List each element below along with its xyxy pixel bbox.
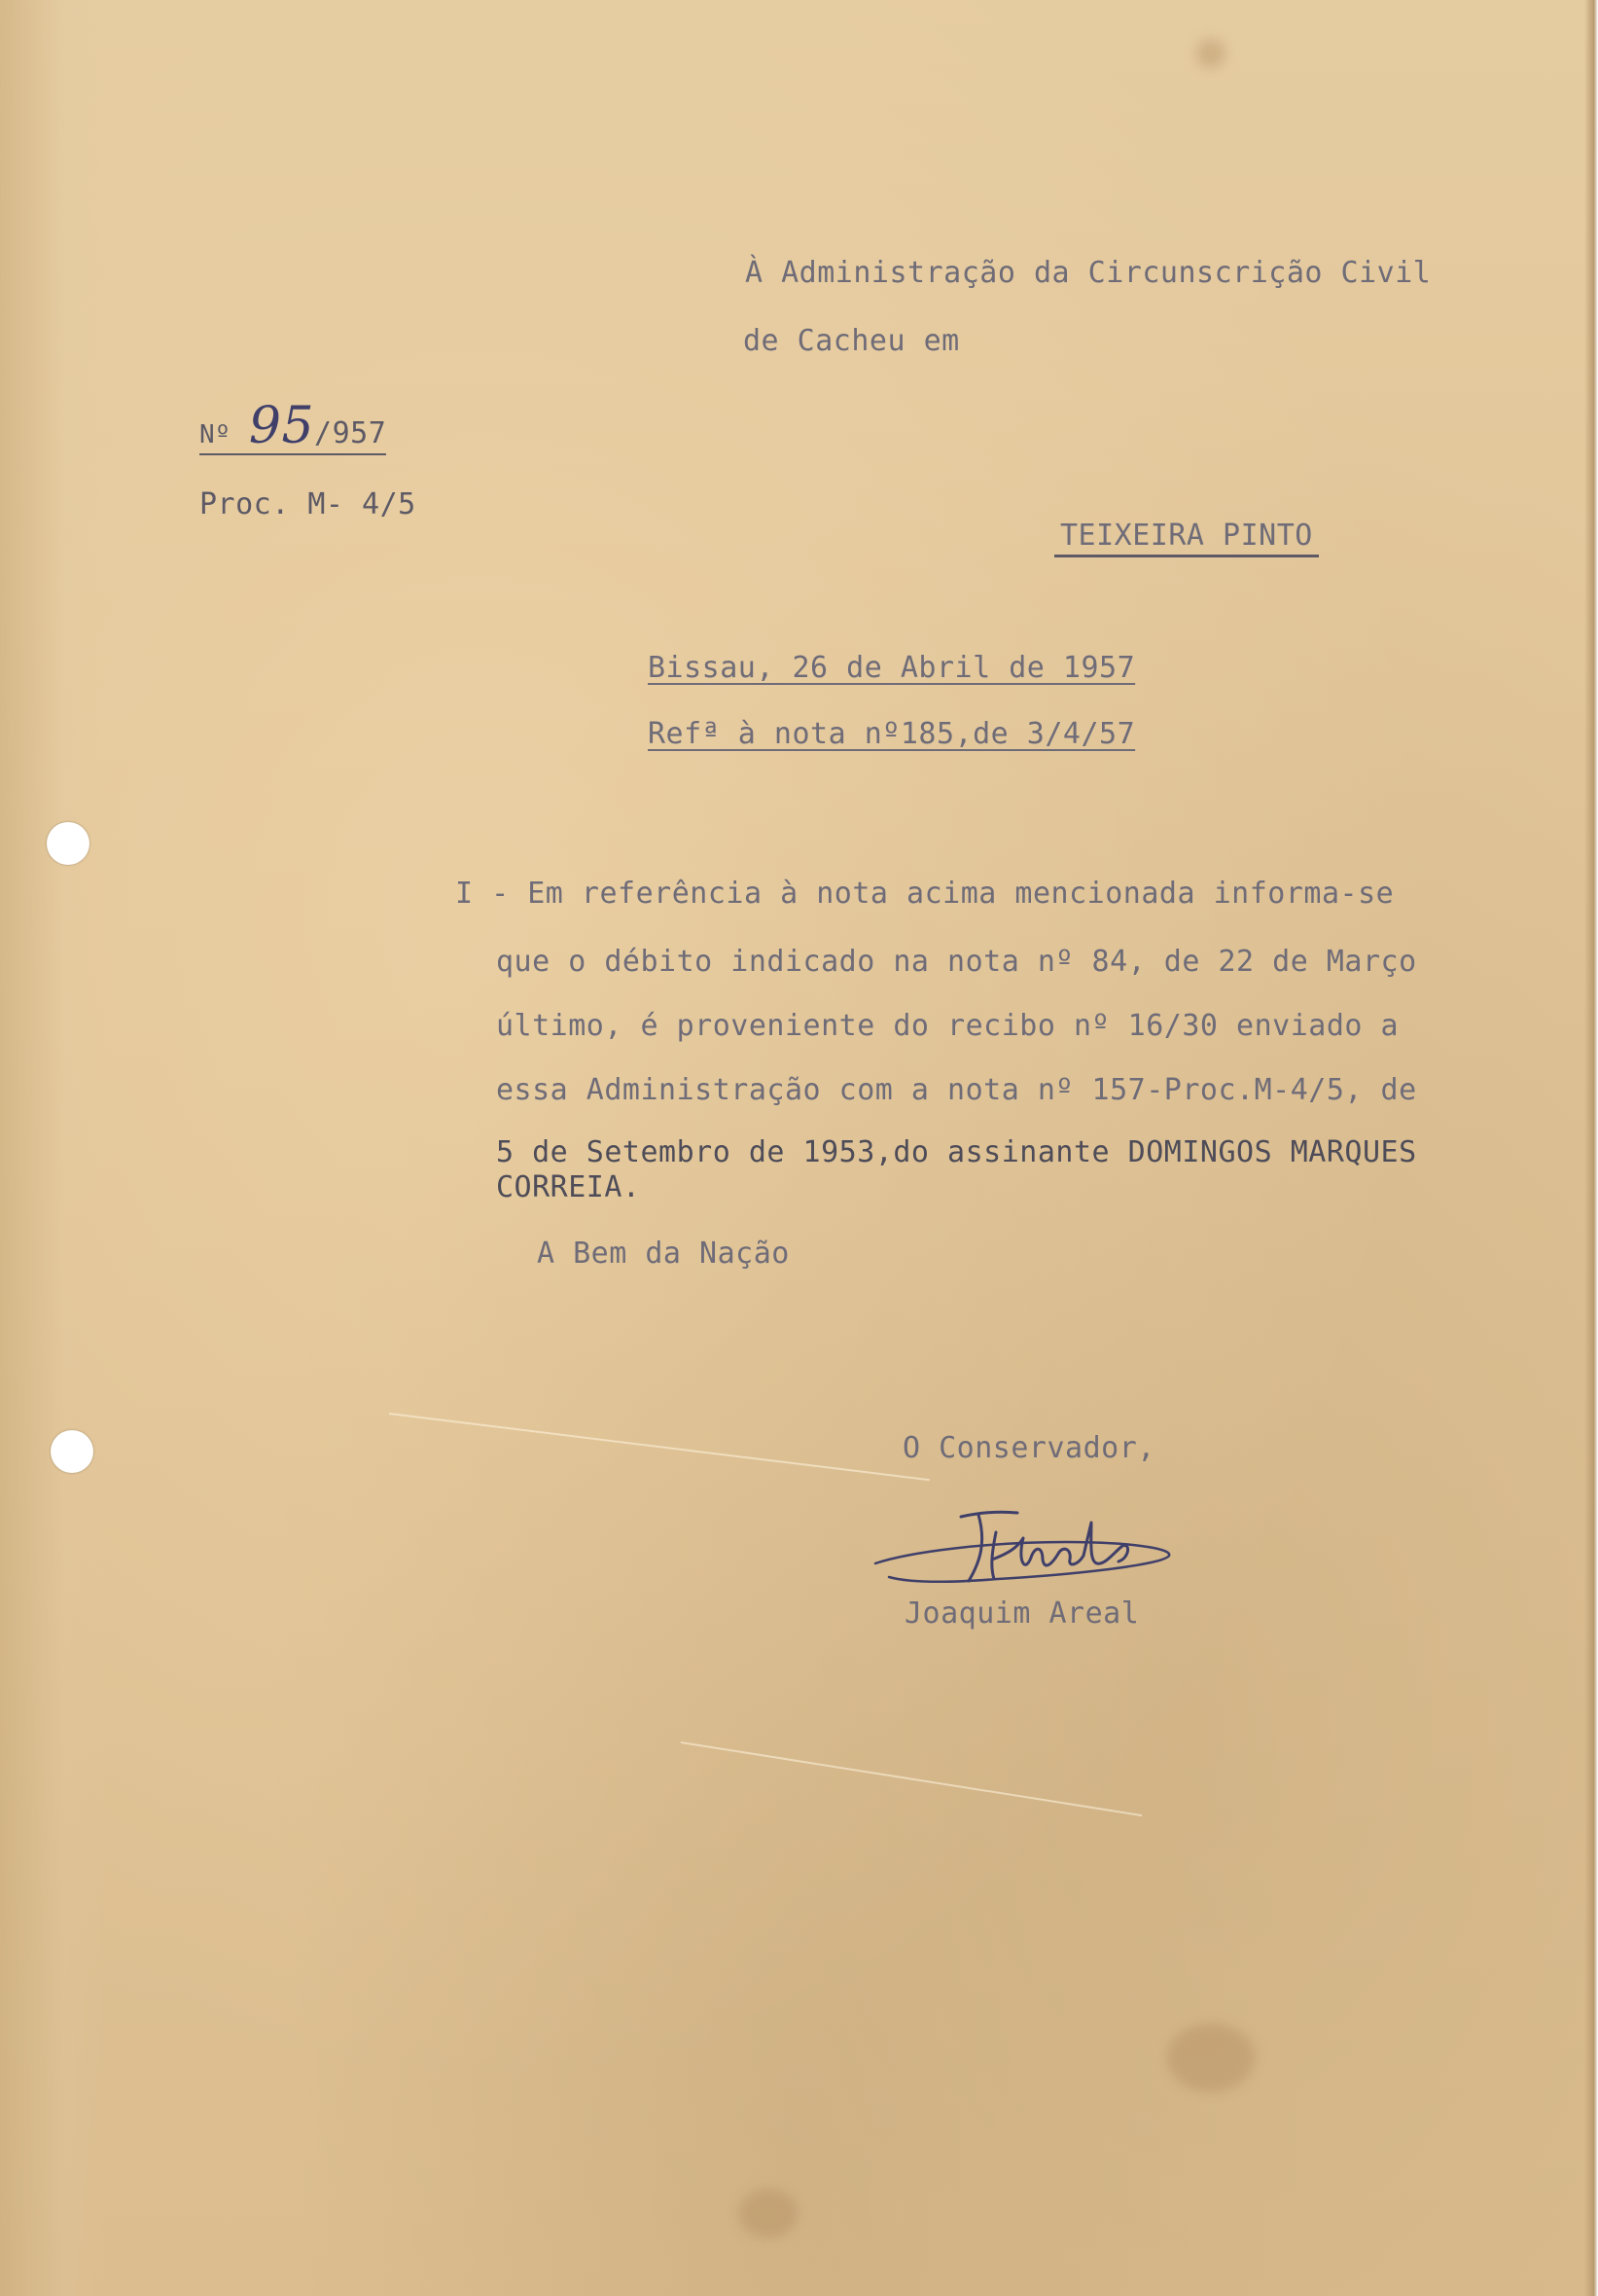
process-reference: Proc. M- 4/5 (199, 487, 416, 521)
addressee-line-2: de Cacheu em (743, 324, 960, 358)
body-line-2: que o débito indicado na nota nº 84, de 22 de Março (496, 945, 1417, 979)
paper-left-edge (0, 0, 107, 2296)
body-line-6: CORREIA. (496, 1170, 641, 1204)
body-line-5: 5 de Setembro de 1953,do assinante DOMINGOS MARQUES (496, 1135, 1417, 1169)
punch-hole-bottom (51, 1430, 93, 1473)
paper-right-edge (1584, 0, 1598, 2296)
signatory-title: O Conservador, (903, 1431, 1155, 1465)
date-line: Bissau, 26 de Abril de 1957 (648, 651, 1136, 685)
handwritten-number: 95 (248, 397, 315, 455)
number-suffix: /957 (314, 416, 387, 450)
paper-stain (1167, 2024, 1255, 2092)
handwritten-signature (871, 1503, 1183, 1600)
reference-number (199, 397, 387, 455)
punch-hole-top (47, 822, 89, 865)
paper-crease (681, 1741, 1142, 1816)
paper-stain (1196, 39, 1225, 68)
body-line-1: I - Em referência à nota acima mencionada informa-se (455, 877, 1395, 911)
closing-salutation: A Bem da Nação (537, 1237, 790, 1271)
signatory-name: Joaquim Areal (905, 1596, 1140, 1631)
ref-line: Refª à nota nº185,de 3/4/57 (648, 717, 1136, 751)
paper-crease (389, 1413, 930, 1481)
addressee-line-1: À Administração da Circunscrição Civil (745, 256, 1432, 290)
body-line-3: último, é proveniente do recibo nº 16/30 enviado a (496, 1009, 1400, 1043)
body-line-4: essa Administração com a nota nº 157-Proc.M-4/5, de (496, 1073, 1417, 1107)
paper-stain (739, 2189, 798, 2238)
number-prefix: Nº (199, 420, 231, 449)
addressee-location: TEIXEIRA PINTO (1054, 521, 1319, 557)
